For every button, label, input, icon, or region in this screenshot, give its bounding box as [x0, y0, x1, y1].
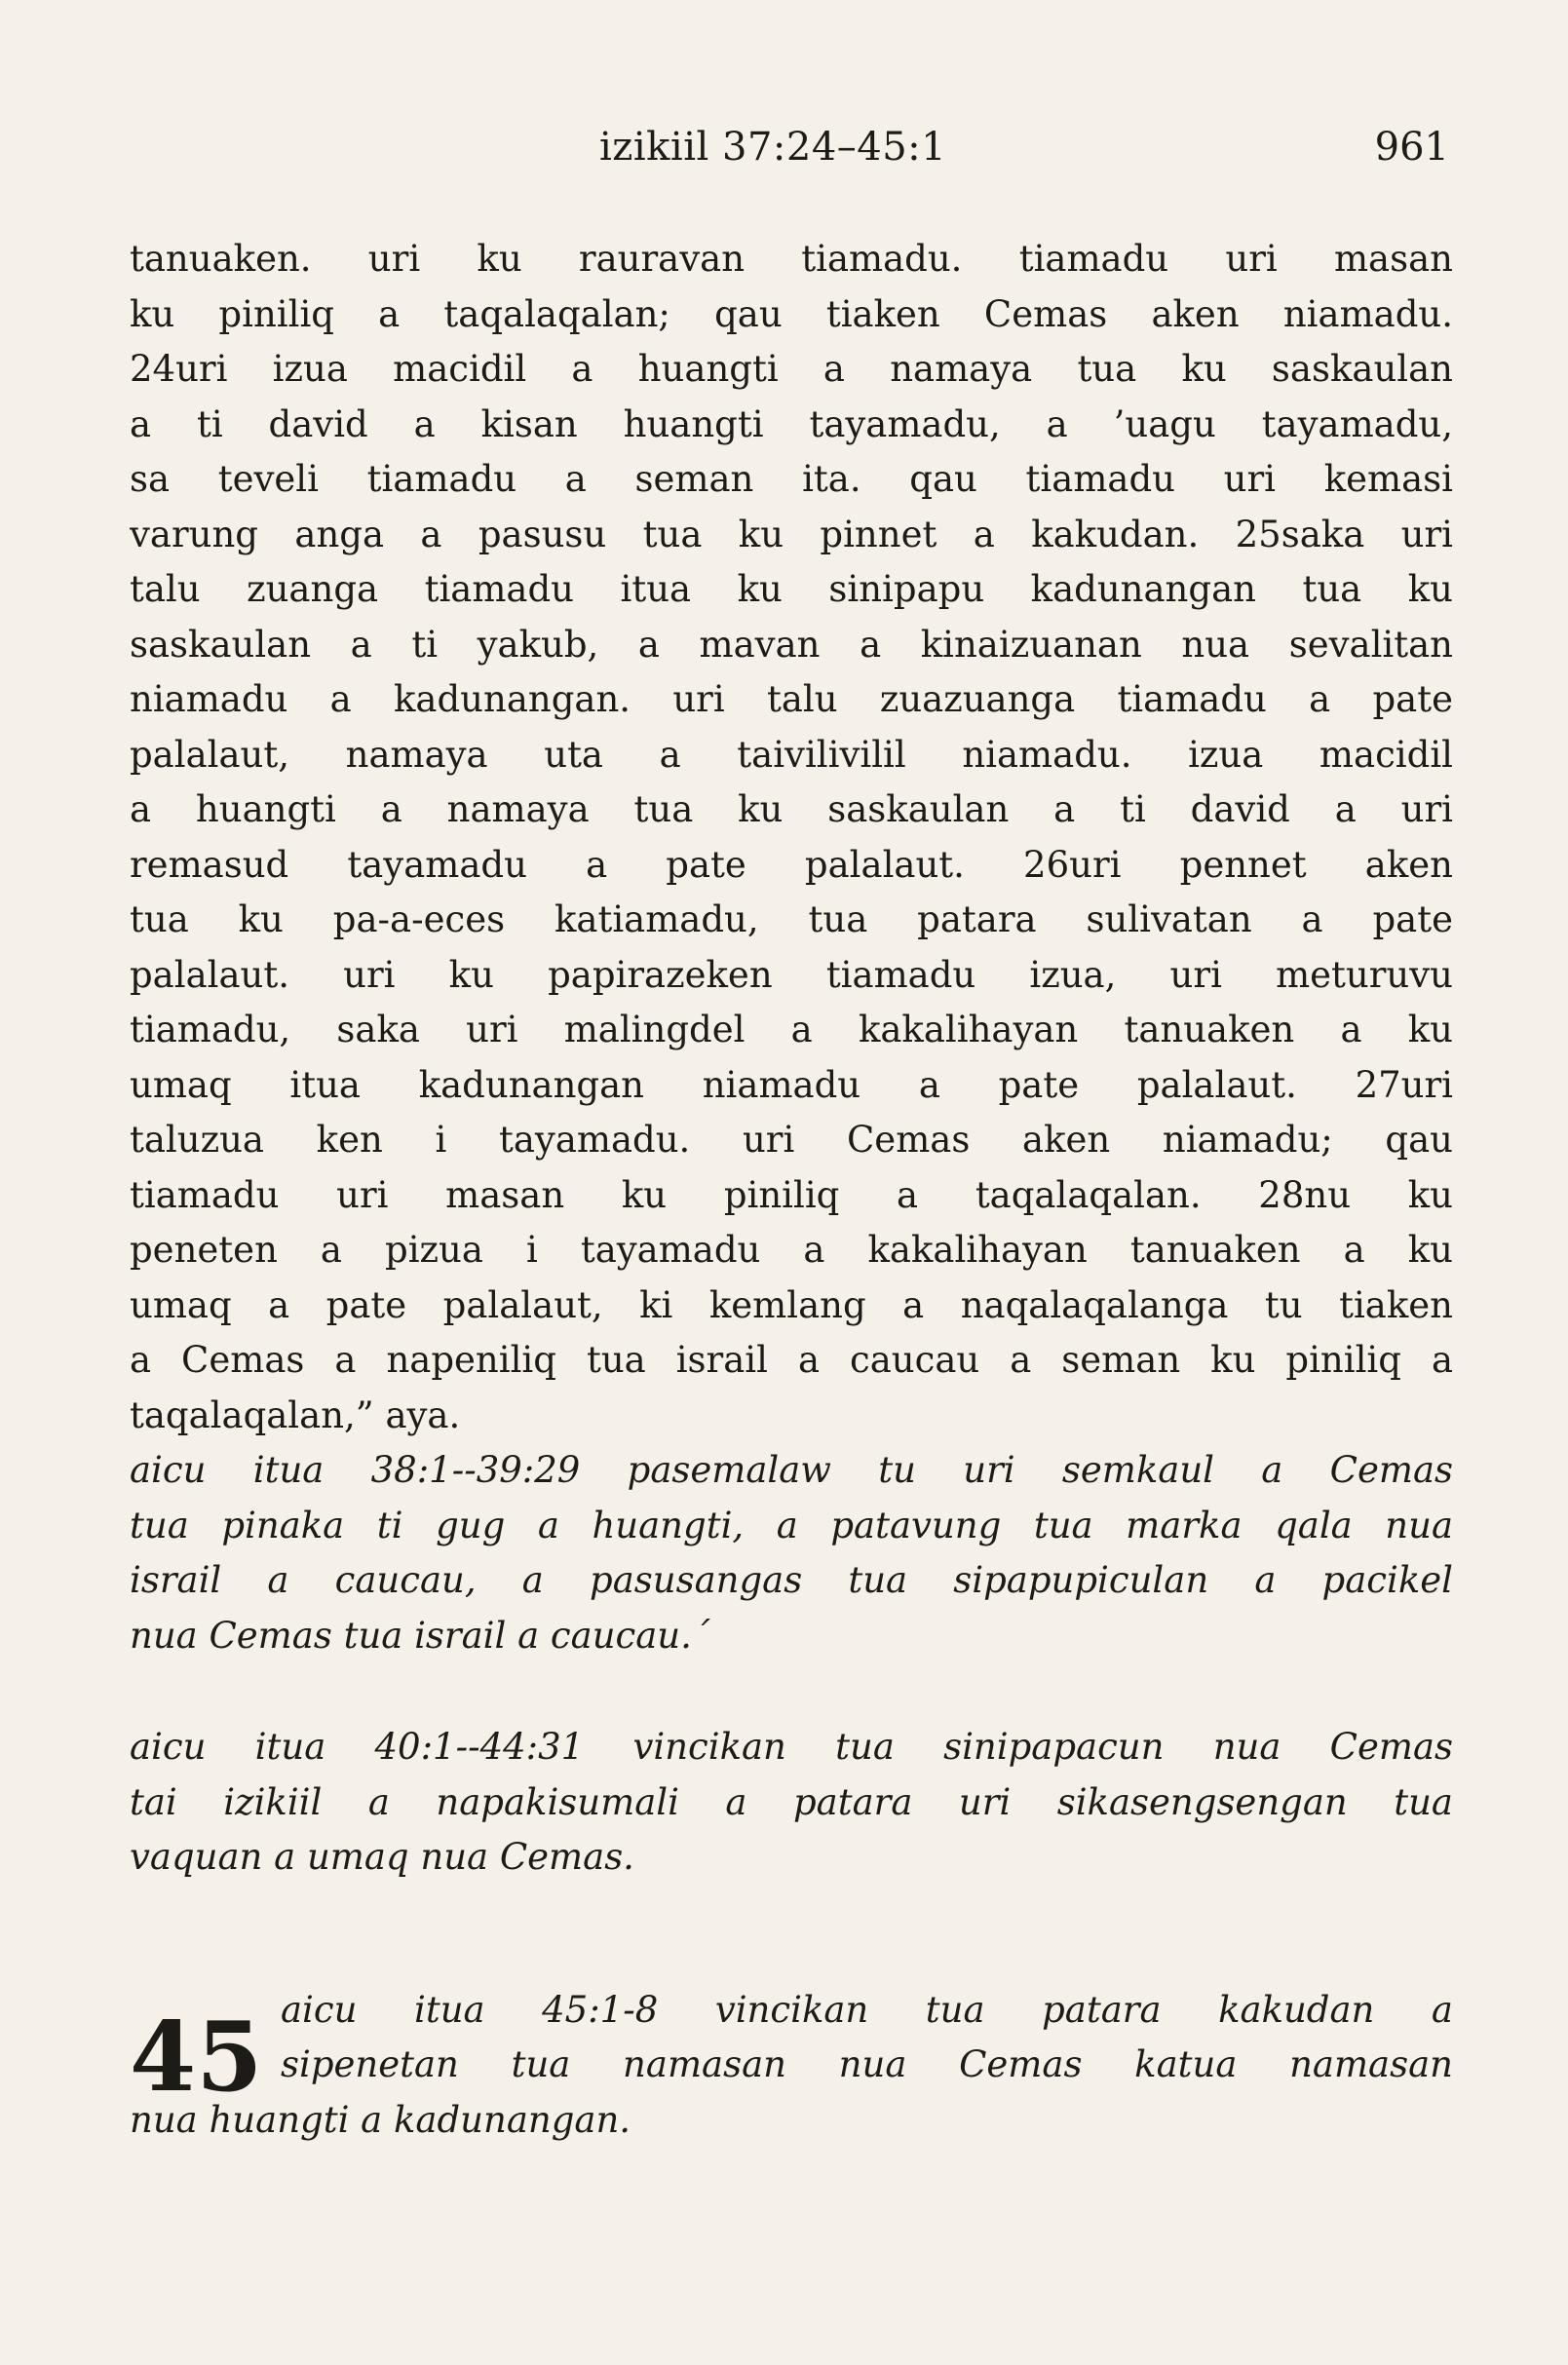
summary-line: aicu itua 38:1--39:29 pasemalaw tu uri semkaul a Cemas: [130, 1449, 1453, 1491]
summary-line: tai izikiil a napakisumali a patara uri sikasengsengan tua: [130, 1780, 1453, 1823]
text-line: talu zuanga tiamadu itua ku sinipapu kadunangan tua ku: [130, 568, 1453, 610]
text-line: palalaut, namaya uta a taivilivilil niamadu. izua macidil: [130, 733, 1453, 776]
text-line: umaq a pate palalaut, ki kemlang a naqalaqalanga tu tiaken: [130, 1283, 1453, 1326]
text-line: palalaut. uri ku papirazeken tiamadu izua, uri meturuvu: [130, 953, 1453, 996]
text-line: taluzua ken i tayamadu. uri Cemas aken niamadu; qau: [130, 1119, 1453, 1161]
text-line: 24uri izua macidil a huangti a namaya tua ku saskaulan: [130, 348, 1453, 390]
summary-line: tua pinaka ti gug a huangti, a patavung tua marka qala nua: [130, 1504, 1453, 1546]
page-header: [0, 125, 1568, 183]
text-line: tanuaken. uri ku rauravan tiamadu. tiamadu uri masan: [130, 238, 1453, 280]
text-line: saskaulan a ti yakub, a mavan a kinaizuanan nua sevalitan: [130, 623, 1453, 666]
verse-paragraph: [130, 232, 1453, 1443]
text-line: tua ku pa-a-eces katiamadu, tua patara sulivatan a pate: [130, 898, 1453, 940]
text-line: ku piniliq a taqalaqalan; qau tiaken Cemas aken niamadu.: [130, 292, 1453, 335]
text-line: a ti david a kisan huangti tayamadu, a ’uagu tayamadu,: [130, 402, 1453, 445]
summary-line: aicu itua 40:1--44:31 vincikan tua sinipapacun nua Cemas: [130, 1726, 1453, 1768]
section-gap: [130, 1886, 1453, 1983]
text-line: tiamadu uri masan ku piniliq a taqalaqalan. 28nu ku: [130, 1173, 1453, 1216]
section-summary-38-39: [130, 1443, 1453, 1663]
chapter-45: [130, 1983, 1453, 2149]
section-summary-40-44: [130, 1720, 1453, 1886]
text-line: sa teveli tiamadu a seman ita. qau tiamadu uri kemasi: [130, 458, 1453, 500]
text-line: a Cemas a napeniliq tua israil a caucau a seman ku piniliq a: [130, 1339, 1453, 1381]
body-text: [130, 232, 1453, 2148]
text-line: remasud tayamadu a pate palalaut. 26uri pennet aken: [130, 843, 1453, 886]
summary-line: sipenetan tua namasan nua Cemas katua namasan: [281, 2043, 1453, 2085]
text-line: taqalaqalan,” aya.: [130, 1393, 461, 1436]
text-line: umaq itua kadunangan niamadu a pate palalaut. 27uri: [130, 1063, 1453, 1106]
summary-line: aicu itua 45:1-8 vincikan tua patara kakudan a: [281, 1988, 1453, 2031]
summary-line: nua huangti a kadunangan.: [130, 2098, 631, 2141]
chapter-number: 45: [130, 2001, 263, 2114]
text-line: a huangti a namaya tua ku saskaulan a ti david a uri: [130, 788, 1453, 830]
summary-line: israil a caucau, a pasusangas tua sipapupiculan a pacikel: [130, 1559, 1453, 1601]
summary-line: vaquan a umaq nua Cemas.: [130, 1836, 634, 1878]
page-number: 961: [1374, 125, 1449, 170]
chapter-summary: [130, 1983, 1453, 2149]
running-head: izikiil 37:24–45:1: [599, 125, 947, 170]
text-line: peneten a pizua i tayamadu a kakalihayan tanuaken a ku: [130, 1229, 1453, 1271]
text-line: niamadu a kadunangan. uri talu zuazuanga tiamadu a pate: [130, 678, 1453, 720]
summary-line: nua Cemas tua israil a caucau.´: [130, 1614, 710, 1657]
text-line: varung anga a pasusu tua ku pinnet a kakudan. 25saka uri: [130, 513, 1453, 555]
section-gap: [130, 1663, 1453, 1720]
text-line: tiamadu, saka uri malingdel a kakalihayan tanuaken a ku: [130, 1009, 1453, 1050]
